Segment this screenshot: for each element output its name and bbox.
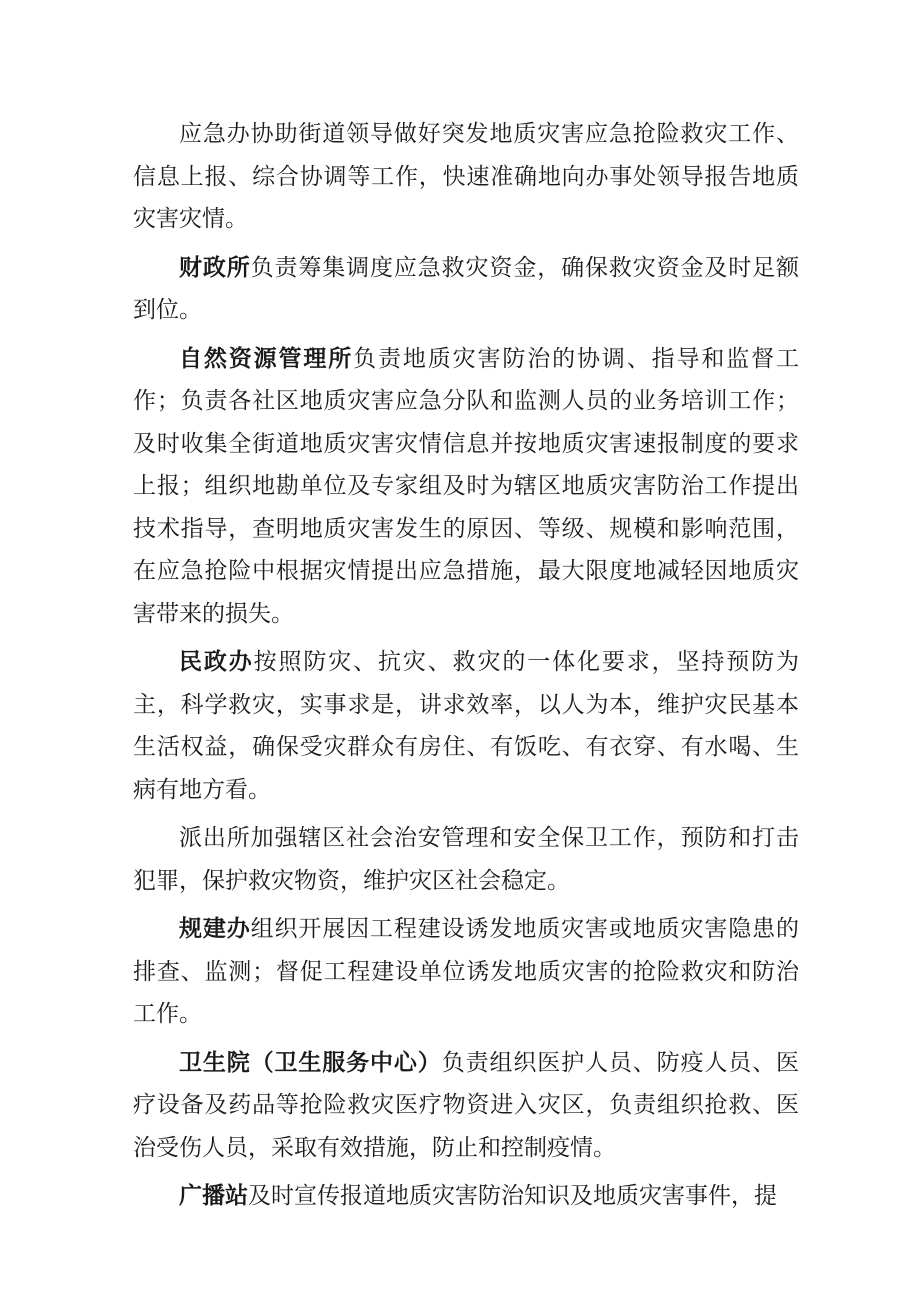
paragraph-text: 组织开展因工程建设诱发地质灾害或地质灾害隐患的排查、监测；督促工程建设单位诱发地质灾害的抢险救灾和防治工作。: [133, 916, 800, 1027]
paragraph-text: 按照防灾、抗灾、救灾的一体化要求，坚持预防为主，科学救灾，实事求是，讲求效率，以人为本，维护灾民基本生活权益，确保受灾群众有房住、有饭吃、有衣穿、有水喝、生病有地方看。: [133, 649, 799, 803]
paragraph-lead: 卫生院（卫生服务中心）: [179, 1049, 442, 1076]
paragraph-police-station: [133, 817, 799, 902]
paragraph-text: 及时宣传报道地质灾害防治知识及地质灾害事件，提: [248, 1183, 777, 1209]
paragraph-text: 负责地质灾害防治的协调、指导和监督工作；负责各社区地质灾害应急分队和监测人员的业务培训工作；及时收集全街道地质灾害灾情信息并按地质灾害速报制度的要求上报；组织地勘单位及专家组及时为辖区地质灾害防治工作提出技术指导，查明地质灾害发生的原因、等级、规模和影响范围，在应急抢险中根据灾情提出应急措施，最大限度地减轻因地质灾害带来的损失。: [133, 345, 799, 627]
paragraph-civil-affairs: [133, 641, 799, 811]
paragraph-text: 派出所加强辖区社会治安管理和安全保卫工作，预防和打击犯罪，保护救灾物资，维护灾区社会稳定。: [133, 825, 799, 894]
paragraph-lead: 自然资源管理所: [179, 345, 354, 372]
paragraph-lead: 财政所: [179, 254, 251, 281]
paragraph-lead: 民政办: [179, 649, 254, 675]
paragraph-text: 应急办协助街道领导做好突发地质灾害应急抢险救灾工作、信息上报、综合协调等工作，快速准确地向办事处领导报告地质灾害灾情。: [133, 121, 799, 232]
paragraph-lead: 规建办: [179, 916, 251, 942]
paragraph-broadcast-station: [133, 1175, 799, 1218]
paragraph-planning-office: [133, 908, 799, 1036]
document-page: [133, 113, 799, 1224]
paragraph-text: 负责组织医护人员、防疫人员、医疗设备及药品等抢险救灾医疗物资进入灾区，负责组织抢救、医治受伤人员，采取有效措施，防止和控制疫情。: [133, 1049, 800, 1161]
paragraph-health-center: [133, 1042, 799, 1170]
paragraph-emergency-office: [133, 113, 799, 241]
paragraph-finance-office: [133, 247, 799, 332]
paragraph-lead: 广播站: [179, 1183, 248, 1209]
paragraph-natural-resources: [133, 338, 799, 636]
paragraph-text: 负责筹集调度应急救灾资金，确保救灾资金及时足额到位。: [133, 254, 800, 323]
